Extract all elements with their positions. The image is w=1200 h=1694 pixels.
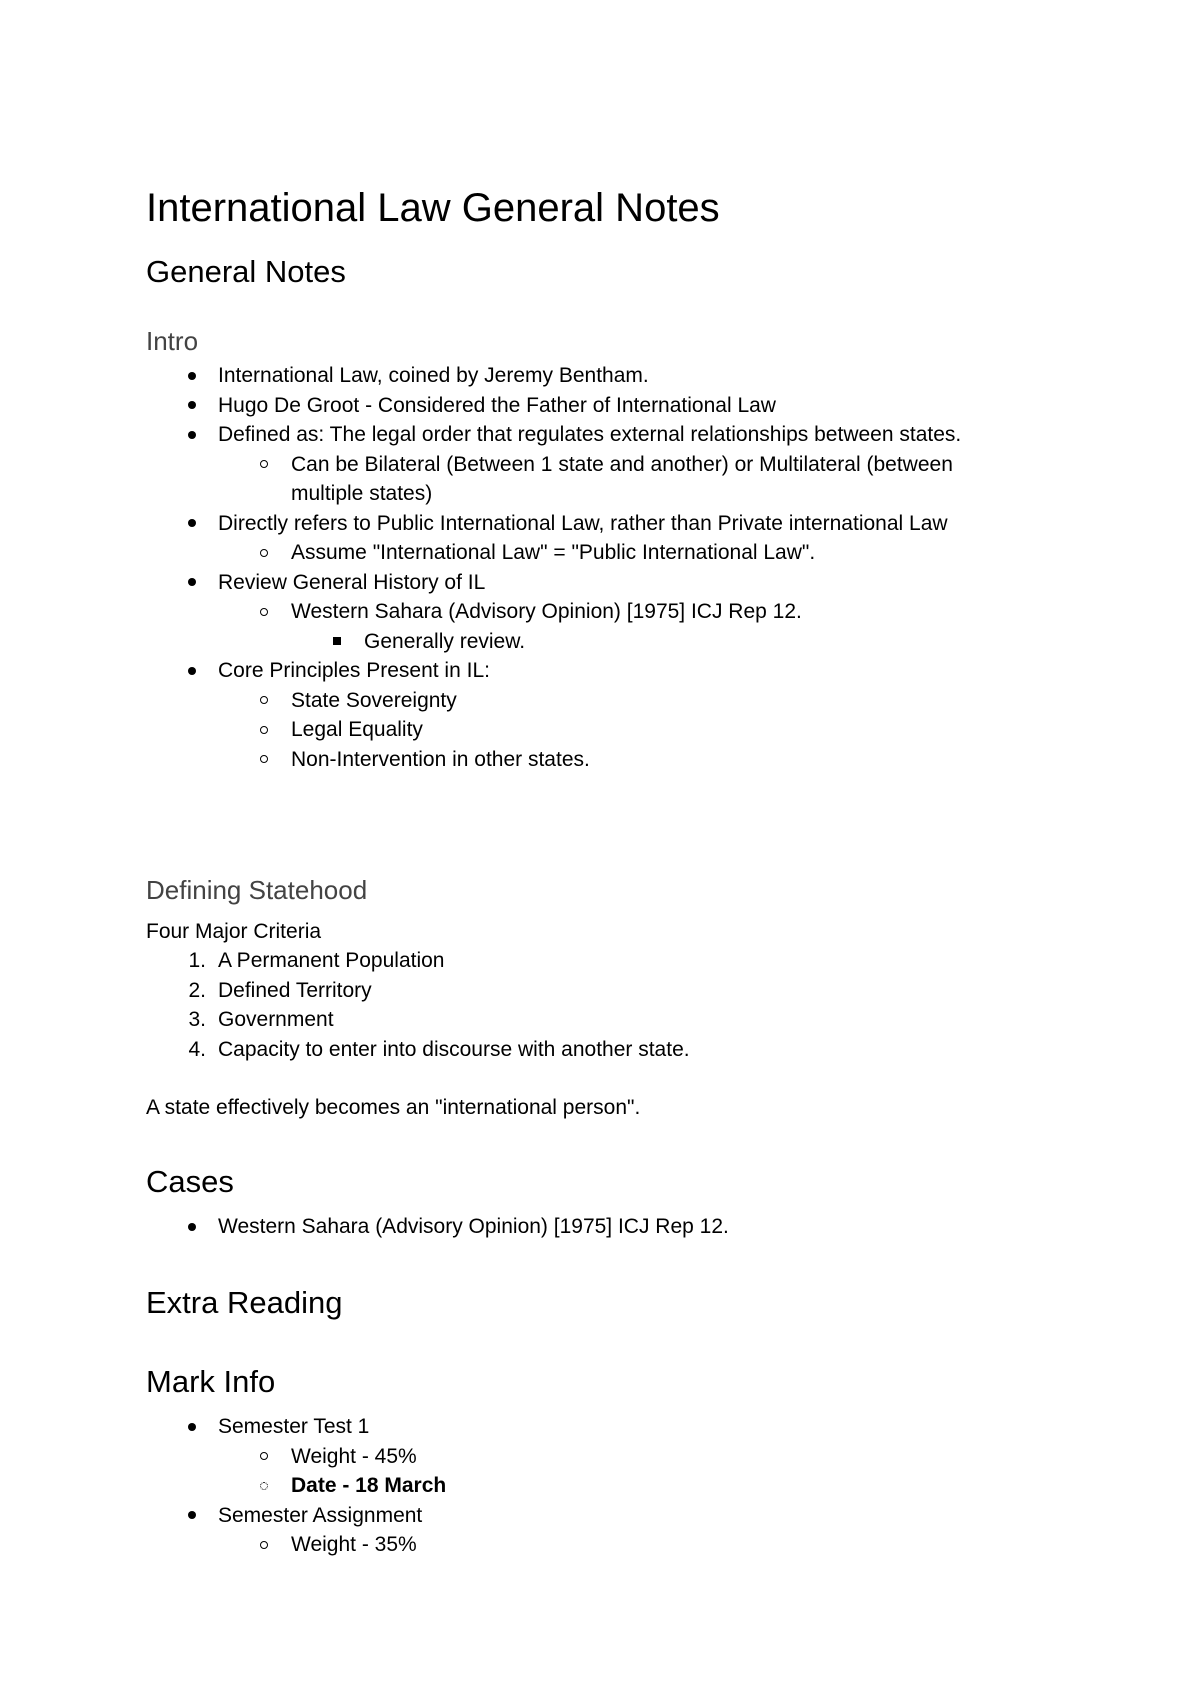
heading-cases: Cases [146,1164,234,1199]
list-item-continuation: multiple states) [291,482,433,505]
bullet-dot-icon [188,431,196,439]
list-item: Weight - 35% [146,1530,1066,1560]
list-item: 3. Government [146,1005,1066,1035]
heading-general-notes: General Notes [146,254,346,289]
bullet-circle-icon [260,696,268,704]
list-item: Directly refers to Public International Law, rather than Private international Law [146,509,1066,539]
mark-info-list [146,1412,1066,1560]
list-item: Generally review. [146,627,1066,657]
list-item: Hugo De Groot - Considered the Father of International Law [146,391,1066,421]
statehood-lead: Four Major Criteria [146,920,322,943]
statehood-note: A state effectively becomes an "international person". [146,1096,641,1119]
bullet-dot-icon [188,1423,196,1431]
bullet-circle-icon [260,1482,268,1490]
list-item: Core Principles Present in IL: [146,656,1066,686]
bullet-dot-icon [188,519,196,527]
heading-defining-statehood: Defining Statehood [146,875,368,905]
bullet-dot-icon [188,1223,196,1231]
list-item: Can be Bilateral (Between 1 state and another) or Multilateral (between [146,450,1066,480]
bullet-dot-icon [188,372,196,380]
list-item: International Law, coined by Jeremy Bentham. [146,361,1066,391]
bullet-circle-icon [260,460,268,468]
bullet-circle-icon [260,1452,268,1460]
list-number: 1. [188,949,206,972]
list-number: 3. [188,1008,206,1031]
cases-list [146,1212,1066,1242]
list-item: Weight - 45% [146,1442,1066,1472]
list-item: Western Sahara (Advisory Opinion) [1975] ICJ Rep 12. [146,1212,1066,1242]
list-item: Assume "International Law" = "Public International Law". [146,538,1066,568]
list-item: Defined as: The legal order that regulates external relationships between states. [146,420,1066,450]
bullet-circle-icon [260,549,268,557]
bullet-circle-icon [260,726,268,734]
list-item: Semester Assignment [146,1501,1066,1531]
list-item: State Sovereignty [146,686,1066,716]
bullet-dot-icon [188,667,196,675]
list-item: Non-Intervention in other states. [146,745,1066,775]
list-item: Legal Equality [146,715,1066,745]
list-number: 4. [188,1037,206,1061]
list-item: Review General History of IL [146,568,1066,598]
bullet-circle-icon [260,1541,268,1549]
list-item: 2. Defined Territory [146,976,1066,1006]
statehood-criteria-list [146,946,1066,1064]
heading-mark-info: Mark Info [146,1364,276,1399]
document-title: International Law General Notes [146,186,720,230]
bullet-dot-icon [188,578,196,586]
test-date: Date - 18 March [291,1474,447,1497]
intro-list [146,361,1066,774]
list-item: Western Sahara (Advisory Opinion) [1975] ICJ Rep 12. [146,597,1066,627]
list-item: 1. A Permanent Population [146,946,1066,976]
list-item: 4. Capacity to enter into discourse with another state. [146,1035,1066,1065]
bullet-circle-icon [260,608,268,616]
heading-intro: Intro [146,326,199,356]
heading-extra-reading: Extra Reading [146,1285,343,1320]
bullet-dot-icon [188,401,196,409]
bullet-circle-icon [260,755,268,763]
bullet-square-icon [333,637,341,645]
bullet-dot-icon [188,1511,196,1519]
list-number: 2. [188,978,206,1002]
list-item [146,1471,1066,1501]
list-item: Semester Test 1 [146,1412,1066,1442]
